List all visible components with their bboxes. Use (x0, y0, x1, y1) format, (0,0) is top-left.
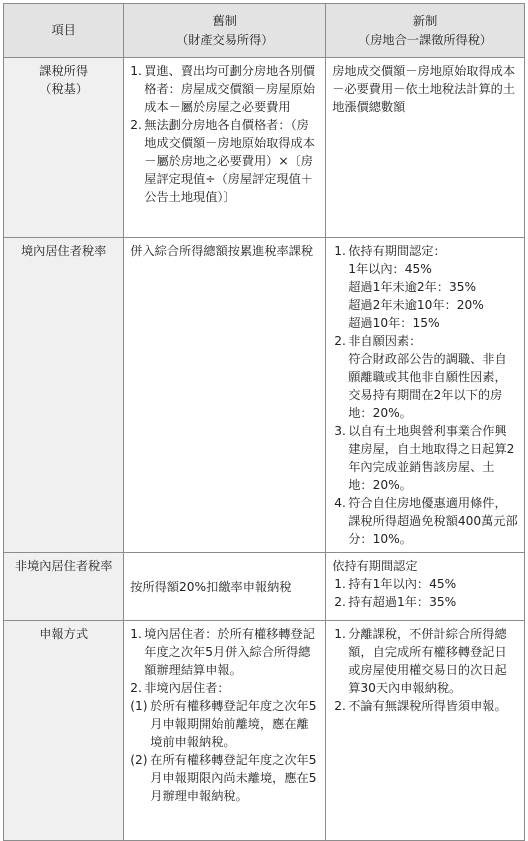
new-nonresident-tax-rate-list (332, 575, 518, 611)
list-item: 4. 符合自住房地優惠適用條件，課稅所得超過免稅額400萬元部分：10%。 (334, 494, 518, 548)
list-item-text: 2. 非自願因素： (348, 334, 422, 348)
new-nonresident-tax-rate (326, 553, 525, 621)
row-label-nonresident-tax-rate (4, 553, 124, 621)
list-item (334, 242, 518, 332)
row-label-text: 非境內居住者稅率 (14, 559, 113, 573)
sub-item: 超過10年：15% (348, 316, 440, 330)
header-old-system (124, 4, 326, 58)
old-filing-method-list (130, 625, 319, 697)
list-item: 1. 買進、賣出均可劃分房地各別價格者：房屋成交價額－房屋原始成本－屬於房屋之必要費用 (130, 62, 319, 116)
old-title: 舊制 (212, 13, 237, 28)
header-new-system (326, 4, 525, 58)
sub-item: 超過2年未逾10年：20% (348, 298, 484, 312)
new-taxable-income (326, 58, 525, 238)
new-title: 新制 (412, 13, 438, 28)
row-label-text: 境內居住者稅率 (20, 244, 107, 258)
list-item: 3. 以自有土地與營利事業合作興建房屋，自土地取得之日起算2年內完成並銷售該房屋、土地：20%。 (334, 422, 518, 494)
list-item: 2. 持有超過1年：35% (334, 593, 518, 611)
row-label-taxable-income (4, 58, 124, 238)
comparison-table (3, 3, 525, 841)
new-subtitle: （房地合一課徵所得稅） (358, 32, 493, 47)
list-item-text: 2. 非境內居住者： (144, 681, 230, 695)
new-filing-method-list (332, 625, 518, 715)
sub-item: 符合財政部公告的調職、非自願離職或其他非自願性因素，交易持有期間在2年以下的房地：20%。 (348, 352, 507, 420)
row-label-filing-method (4, 621, 124, 841)
old-filing-method-paren-list (130, 697, 319, 805)
old-resident-tax-rate (124, 238, 326, 553)
sub-item: 超過1年未逾2年：35% (348, 280, 477, 294)
list-item (334, 332, 518, 422)
list-item (130, 679, 319, 697)
new-filing-method (326, 621, 525, 841)
old-filing-method (124, 621, 326, 841)
new-resident-tax-rate (326, 238, 525, 553)
old-subtitle: （財產交易所得） (176, 32, 274, 47)
header-item-label: 項目 (51, 23, 76, 37)
old-taxable-income-list (130, 62, 319, 206)
list-item: 2. 不論有無課稅所得皆須申報。 (334, 697, 518, 715)
row-resident-tax-rate (4, 238, 525, 553)
list-item: 1. 分離課稅，不併計綜合所得總額，自完成所有權移轉登記日或房屋使用權交易日的次日起算30天內申報納稅。 (334, 625, 518, 697)
row-taxable-income (4, 58, 525, 238)
list-item: 1. 持有1年以內：45% (334, 575, 518, 593)
list-item: 2. 無法劃分房地各自價格者：（房地成交價額－房地原始取得成本－屬於房地之必要費用）×〔房屋評定現值÷（房屋評定現值＋公告土地現值）〕 (130, 116, 319, 206)
old-nonresident-tax-rate-text: 按所得額20%扣繳率申報納稅 (130, 579, 292, 594)
list-item-text: 1. 依持有期間認定： (348, 244, 446, 258)
paren-item: (2) 在所有權移轉登記年度之次年5月申報期限內尚未離境，應在5月辦理申報納稅。 (130, 751, 319, 805)
row-label-line: （稅基） (39, 82, 89, 96)
old-nonresident-tax-rate (124, 553, 326, 621)
new-nonresident-tax-rate-intro: 依持有期間認定 (332, 559, 418, 573)
row-label-text: 申報方式 (39, 627, 89, 641)
row-label-resident-tax-rate (4, 238, 124, 553)
header-row (4, 4, 525, 58)
old-taxable-income (124, 58, 326, 238)
paren-item: (1) 於所有權移轉登記年度之次年5月申報期開始前離境，應在離境前申報納稅。 (130, 697, 319, 751)
row-label-line: 課稅所得 (39, 64, 89, 78)
header-item (4, 4, 124, 58)
row-nonresident-tax-rate (4, 553, 525, 621)
new-taxable-income-text: 房地成交價額－房地原始取得成本－必要費用－依土地稅法計算的土地漲價總數額 (332, 64, 516, 114)
row-filing-method (4, 621, 525, 841)
old-resident-tax-rate-text: 併入綜合所得總額按累進稅率課稅 (130, 244, 314, 258)
sub-item: 1年以內：45% (348, 262, 432, 276)
new-resident-tax-rate-list (332, 242, 518, 548)
list-item: 1. 境內居住者：於所有權移轉登記年度之次年5月併入綜合所得總額辦理結算申報。 (130, 625, 319, 679)
